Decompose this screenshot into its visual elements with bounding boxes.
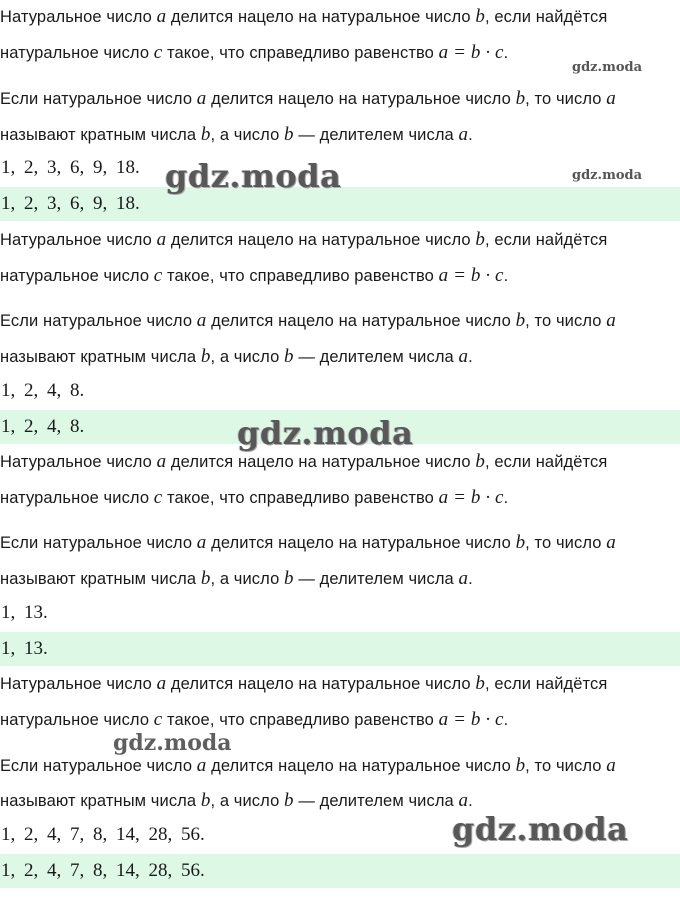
answer-highlight <box>0 854 680 888</box>
watermark: gdz.moda <box>237 414 414 452</box>
def-line-4: называют кратным числа b, а число b — делителем числа a. <box>0 124 473 145</box>
watermark: gdz.moda <box>572 60 643 75</box>
answer-text: 1, 13. <box>1 602 48 623</box>
def-line-2: натуральное число c такое, что справедливо равенство a = b · c. <box>0 487 509 508</box>
def-line-1: Натуральное число a делится нацело на натуральное число b, если найдётся <box>0 6 608 27</box>
def-line-2: натуральное число c такое, что справедливо равенство a = b · c. <box>0 265 509 286</box>
watermark: gdz.moda <box>572 168 643 183</box>
def-line-4: называют кратным числа b, а число b — делителем числа a. <box>0 346 473 367</box>
def-line-4: называют кратным числа b, а число b — делителем числа a. <box>0 790 473 811</box>
answer-highlight <box>0 632 680 666</box>
watermark: gdz.moda <box>165 157 342 195</box>
answer-highlight-text: 1, 2, 3, 6, 9, 18. <box>1 193 140 214</box>
def-line-3: Если натуральное число a делится нацело на натуральное число b, то число a <box>0 532 616 553</box>
def-line-1: Натуральное число a делится нацело на натуральное число b, если найдётся <box>0 451 608 472</box>
def-line-3: Если натуральное число a делится нацело на натуральное число b, то число a <box>0 88 616 109</box>
watermark: gdz.moda <box>113 730 232 756</box>
answer-highlight-text: 1, 2, 4, 7, 8, 14, 28, 56. <box>1 860 205 881</box>
def-line-1: Натуральное число a делится нацело на натуральное число b, если найдётся <box>0 229 608 250</box>
def-line-1: Натуральное число a делится нацело на натуральное число b, если найдётся <box>0 673 608 694</box>
def-line-3: Если натуральное число a делится нацело на натуральное число b, то число a <box>0 310 616 331</box>
def-line-4: называют кратным числа b, а число b — делителем числа a. <box>0 568 473 589</box>
def-line-2: натуральное число c такое, что справедливо равенство a = b · c. <box>0 42 509 63</box>
def-line-2: натуральное число c такое, что справедливо равенство a = b · c. <box>0 709 509 730</box>
def-line-3: Если натуральное число a делится нацело на натуральное число b, то число a <box>0 755 616 776</box>
answer-highlight-text: 1, 13. <box>1 638 48 659</box>
answer-text: 1, 2, 4, 7, 8, 14, 28, 56. <box>1 824 205 845</box>
watermark: gdz.moda <box>452 810 629 848</box>
answer-highlight-text: 1, 2, 4, 8. <box>1 416 85 437</box>
answer-text: 1, 2, 3, 6, 9, 18. <box>1 157 140 178</box>
answer-text: 1, 2, 4, 8. <box>1 380 85 401</box>
